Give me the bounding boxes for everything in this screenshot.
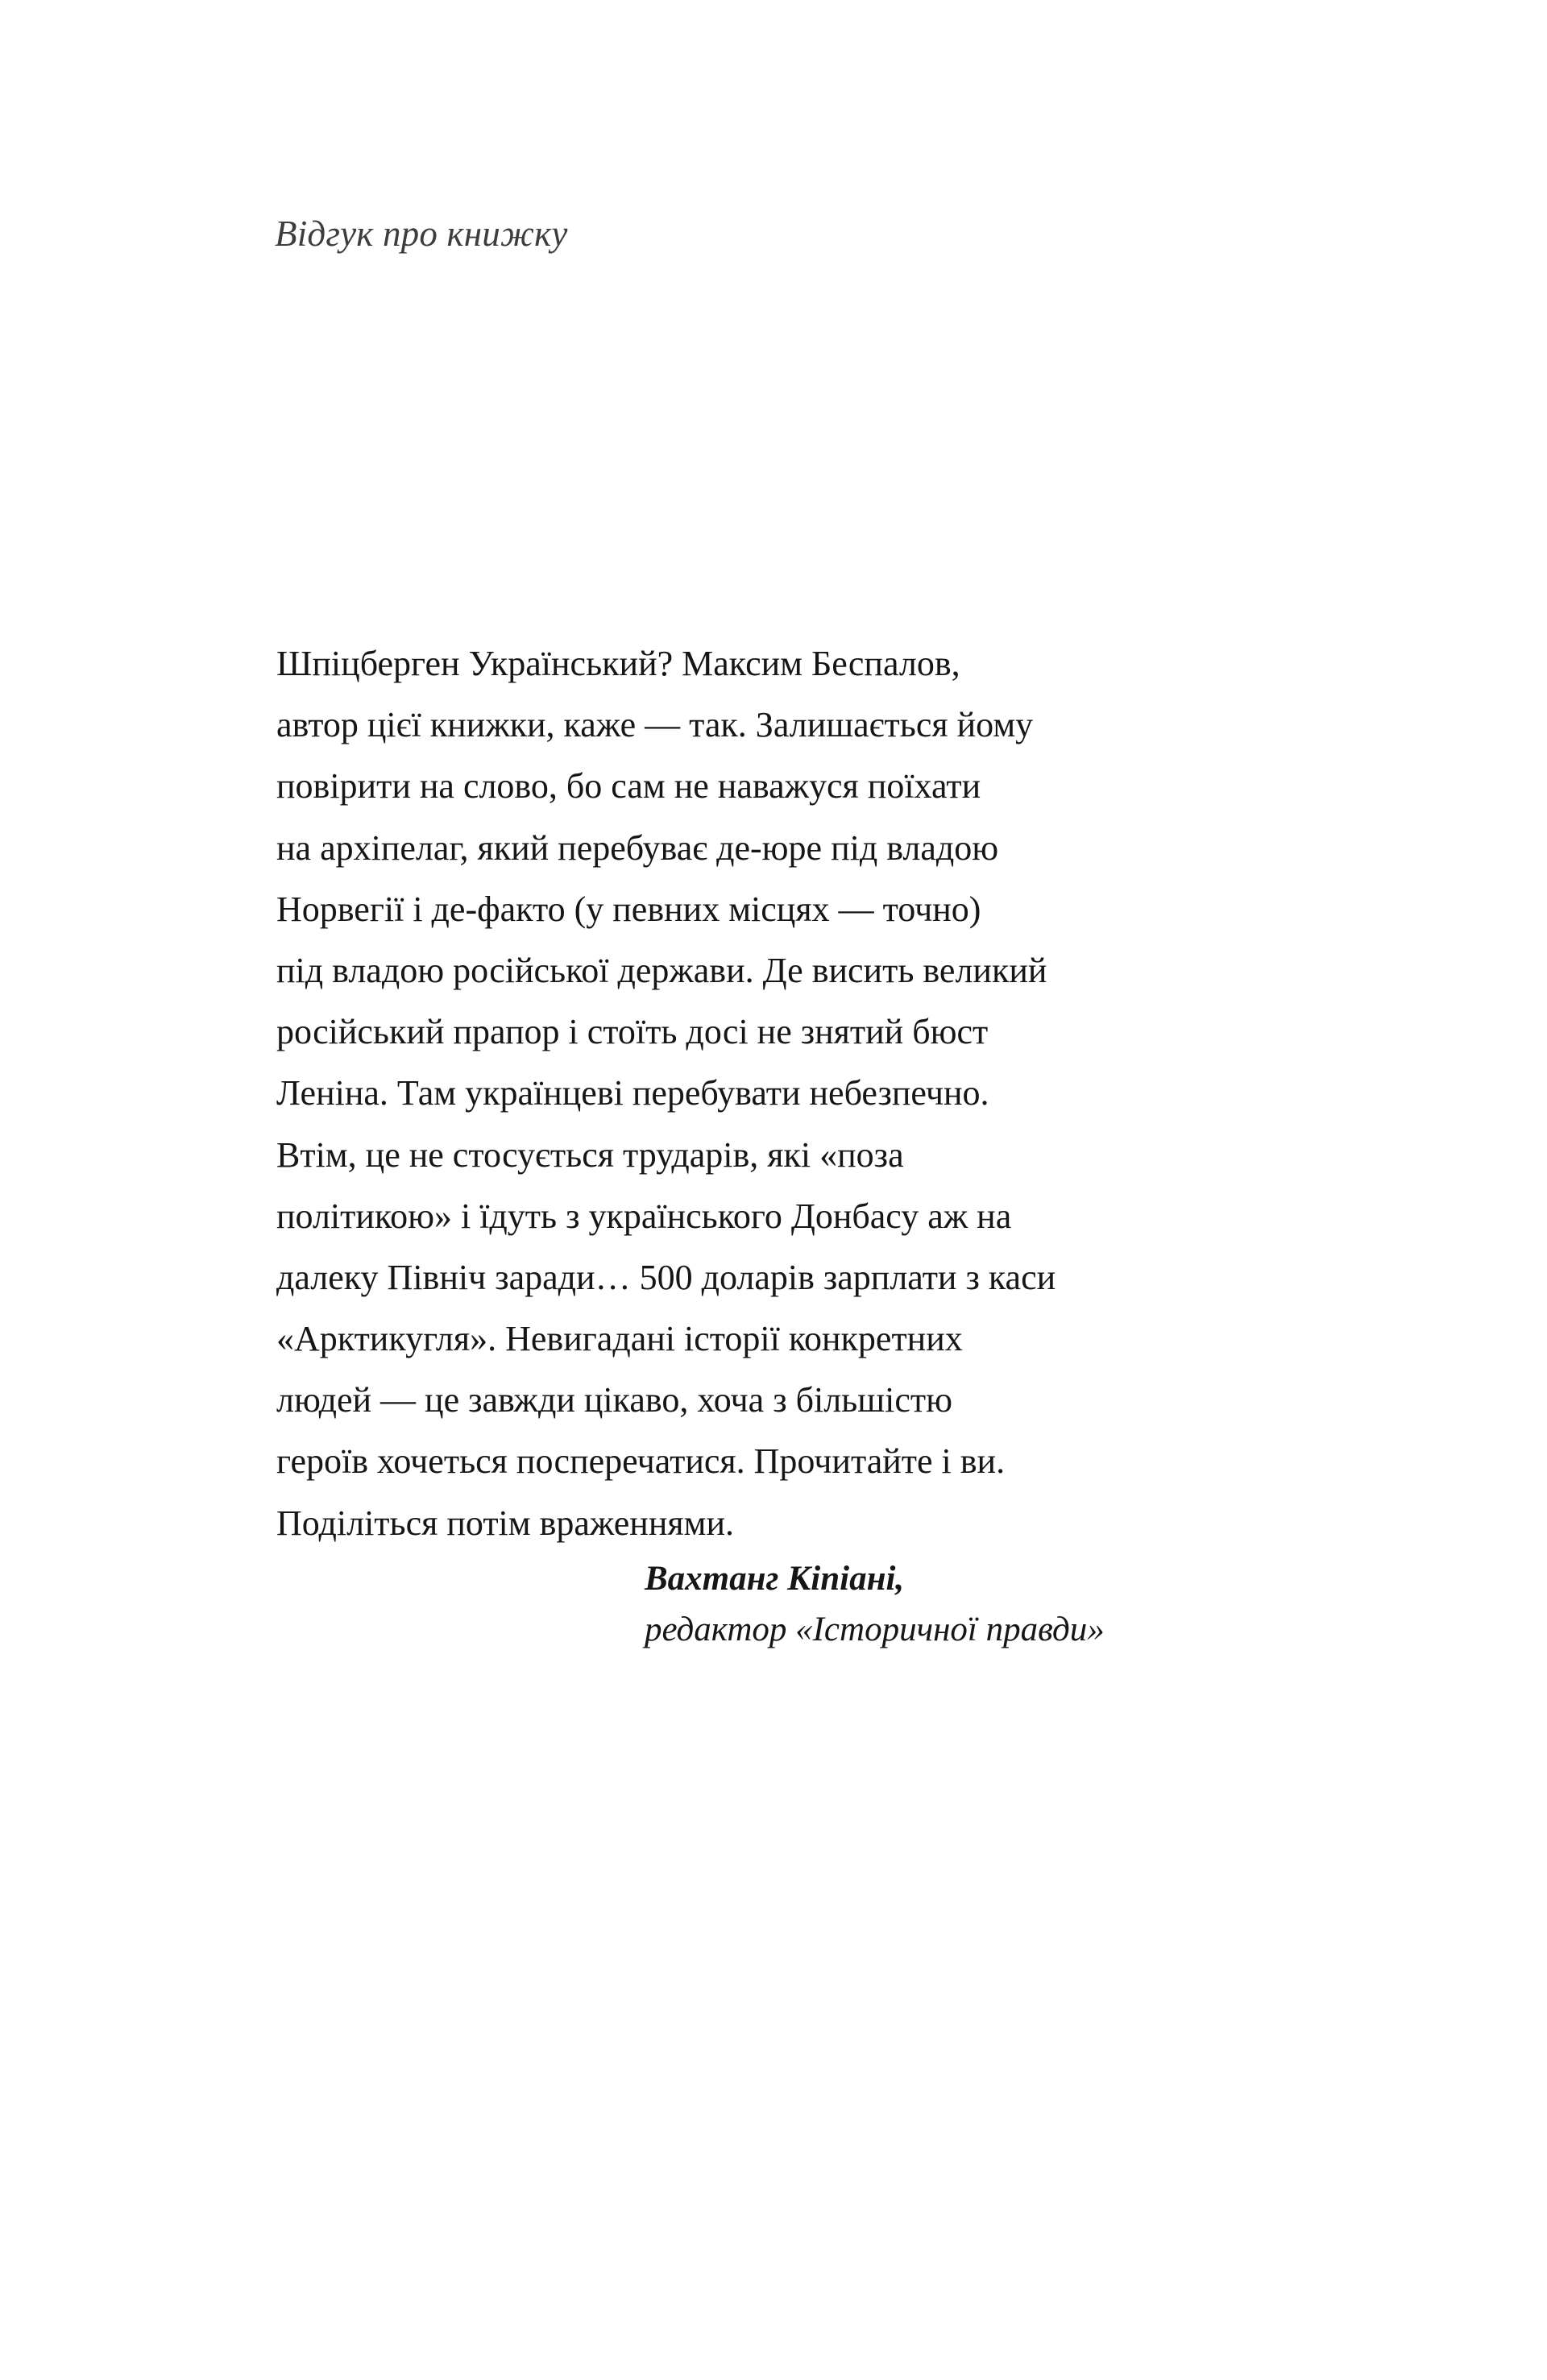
review-line: Шпіцберген Український? Максим Беспалов, <box>276 644 960 683</box>
review-line: під владою російської держави. Де висить великий <box>276 950 1047 990</box>
review-line: Леніна. Там українцеві перебувати небезпечно. <box>276 1073 989 1113</box>
signature-role: редактор «Історичної правди» <box>645 1611 1105 1648</box>
review-line: Поділіться потім враженнями. <box>276 1503 735 1543</box>
signature-name: Вахтанг Кіпіані, <box>645 1560 905 1598</box>
review-line: героїв хочеться посперечатися. Прочитайте і ви. <box>276 1441 1006 1482</box>
review-line: політикою» і їдуть з українського Донбасу аж на <box>276 1196 1012 1236</box>
review-line: на архіпелаг, який перебуває де-юре під владою <box>276 827 999 868</box>
review-line: повірити на слово, бо сам не наважуся поїхати <box>276 766 981 806</box>
review-line: автор цієї книжки, каже — так. Залишається йому <box>276 705 1034 745</box>
review-line: Норвегії і де-факто (у певних місцях — точно) <box>276 889 981 929</box>
review-line: російський прапор і стоїть досі не знятий бюст <box>276 1012 989 1052</box>
review-line: Втім, це не стосується трударів, які «поза <box>276 1134 904 1175</box>
review-line: «Арктикугля». Невигадані історії конкретних <box>276 1319 963 1359</box>
review-line: далеку Північ заради… 500 доларів зарплати з каси <box>276 1257 1056 1297</box>
signature-block <box>645 1553 1105 1655</box>
review-text <box>276 633 1243 1554</box>
section-title: Відгук про книжку <box>275 214 568 254</box>
review-line: людей — це завжди цікаво, хоча з більшістю <box>276 1380 952 1420</box>
